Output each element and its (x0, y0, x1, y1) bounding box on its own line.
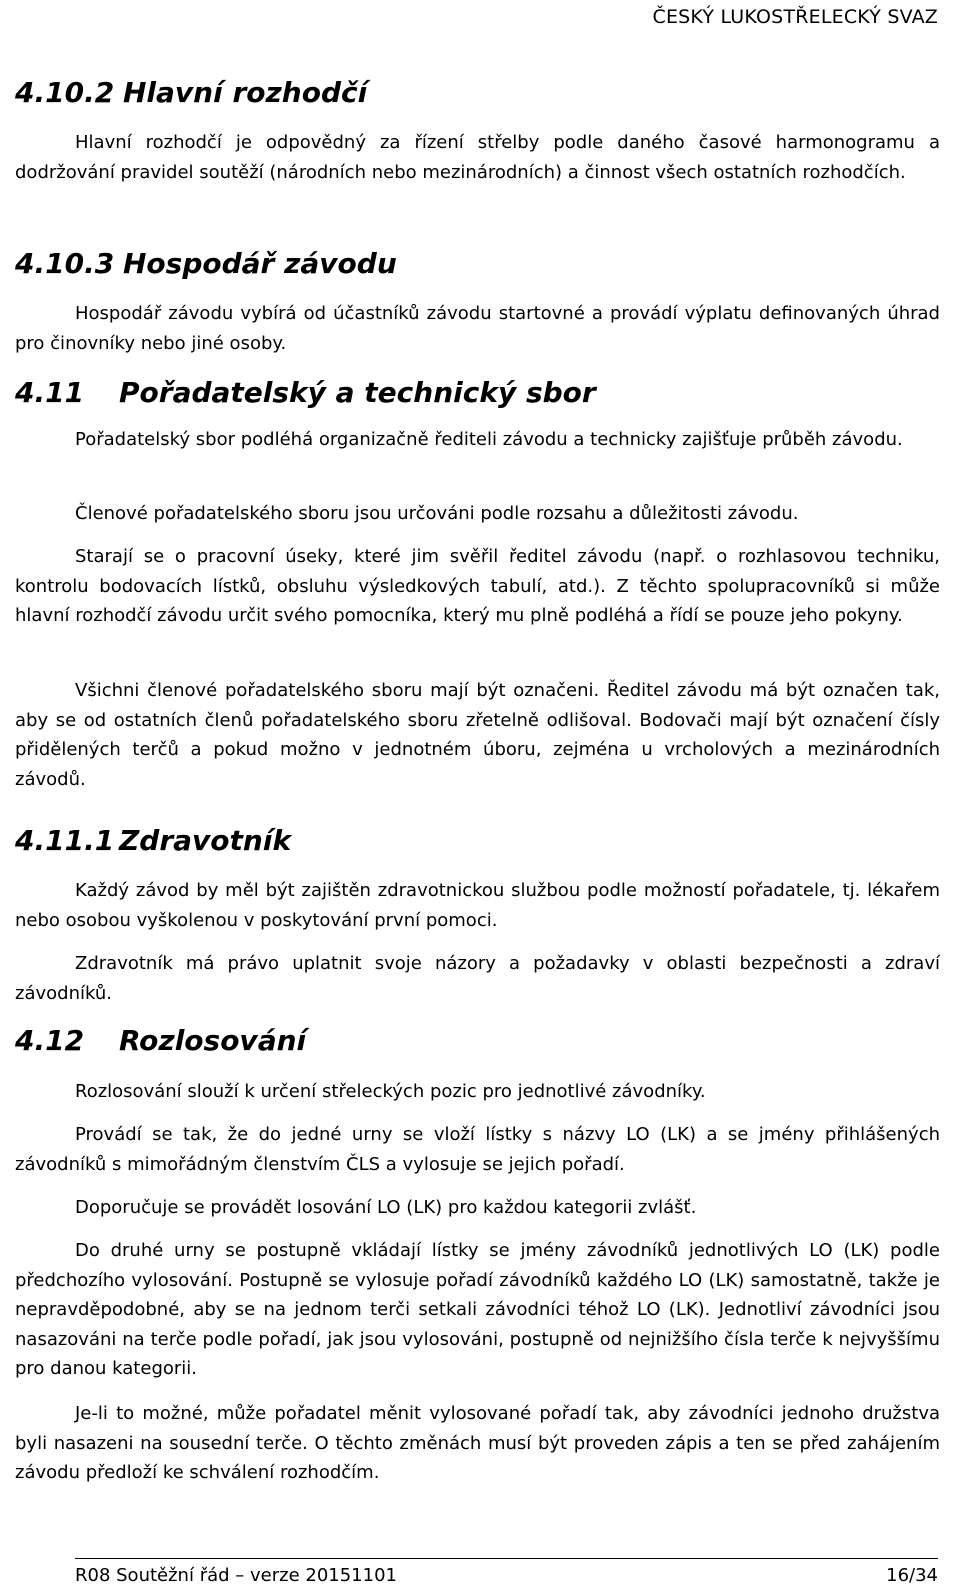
paragraph: Pořadatelský sbor podléhá organizačně řediteli závodu a technicky zajišťuje průběh závodu. (75, 429, 903, 450)
heading-4-12 (15, 1024, 306, 1058)
heading-4-10-3 (15, 247, 397, 281)
footer-document-title: R08 Soutěžní řád – verze 20151101 (75, 1565, 397, 1586)
page-header: ČESKÝ LUKOSTŘELECKÝ SVAZ (652, 6, 938, 28)
heading-number: 4.10.2 (15, 76, 115, 109)
heading-title: Pořadatelský a technický sbor (119, 376, 596, 409)
paragraph: Doporučuje se provádět losování LO (LK) pro každou kategorii zvlášť. (75, 1197, 697, 1218)
footer-page-number: 16/34 (886, 1565, 938, 1586)
heading-title: Zdravotník (119, 824, 292, 857)
heading-4-11 (15, 376, 596, 410)
paragraph: Každý závod by měl být zajištěn zdravotnickou službou podle možností pořadatele, tj. lékařem nebo osobou vyškolenou v poskytování první pomoci. (15, 880, 940, 931)
paragraph: Provádí se tak, že do jedné urny se vloží lístky s názvy LO (LK) a se jmény přihlášených závodníků s mimořádným členstvím ČLS a vylosuje se jejich pořadí. (15, 1124, 940, 1175)
heading-number: 4.10.3 (15, 247, 115, 280)
heading-number: 4.12 (15, 1024, 85, 1057)
paragraph: Členové pořadatelského sboru jsou určováni podle rozsahu a důležitosti závodu. (75, 503, 799, 524)
heading-4-10-2 (15, 76, 367, 110)
heading-4-11-1 (15, 824, 291, 858)
paragraph: Je-li to možné, může pořadatel měnit vylosované pořadí tak, aby závodníci jednoho družstva byli nasazeni na sousední terče. O těchto změnách musí být proveden zápis a ten se před zahájením závodu předloží ke schválení rozhodčím. (15, 1403, 940, 1483)
paragraph: Starají se o pracovní úseky, které jim svěřil ředitel závodu (např. o rozhlasovou techniku, kontrolu bodovacích lístků, obsluhu výsledkových tabulí, atd.). Z těchto spolupracovníků si může hlavní rozhodčí závodu určit svého pomocníka, který mu plně podléhá a řídí se pouze jeho pokyny. (15, 546, 940, 626)
paragraph: Hospodář závodu vybírá od účastníků závodu startovné a provádí výplatu definovaných úhrad pro činovníky nebo jiné osoby. (15, 303, 940, 354)
paragraph: Do druhé urny se postupně vkládají lístky se jmény závodníků jednotlivých LO (LK) podle předchozího vylosování. Postupně se vylosuje pořadí závodníků každého LO (LK) samostatně, takže je nepravděpodobné, aby se na jednom terči setkali závodníci téhož LO (LK). Jednotliví závodníci jsou nasazováni na terče podle pořadí, jak jsou vylosováni, postupně od nejnižšího čísla terče k nejvyššímu pro danou kategorii. (15, 1240, 940, 1379)
page-footer (75, 1558, 938, 1586)
paragraph: Hlavní rozhodčí je odpovědný za řízení střelby podle daného časové harmonogramu a dodržování pravidel soutěží (národních nebo mezinárodních) a činnost všech ostatních rozhodčích. (15, 132, 940, 183)
paragraph: Všichni členové pořadatelského sboru mají být označeni. Ředitel závodu má být označen tak, aby se od ostatních členů pořadatelského sboru zřetelně odlišoval. Bodovači mají být označení čísly přidělených terčů a pokud možno v jednotném úboru, zejména u vrcholových a mezinárodních závodů. (15, 680, 940, 790)
paragraph: Rozlosování slouží k určení střeleckých pozic pro jednotlivé závodníky. (75, 1081, 706, 1102)
paragraph: Zdravotník má právo uplatnit svoje názory a požadavky v oblasti bezpečnosti a zdraví závodníků. (15, 953, 940, 1004)
heading-number: 4.11 (15, 376, 85, 409)
heading-title: Hospodář závodu (123, 247, 397, 280)
heading-number: 4.11.1 (15, 824, 115, 857)
heading-title: Rozlosování (119, 1024, 307, 1057)
heading-title: Hlavní rozhodčí (123, 76, 368, 109)
